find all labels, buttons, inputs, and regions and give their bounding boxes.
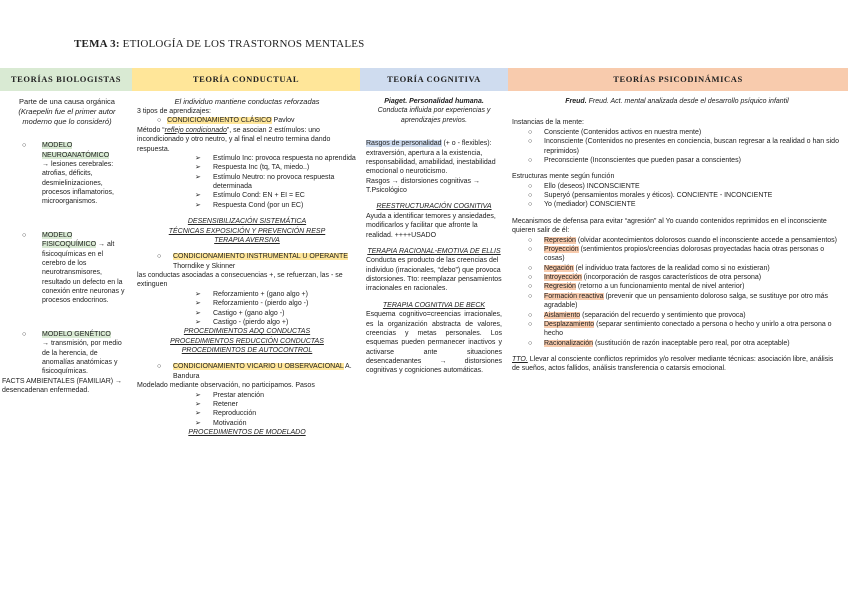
psico-instancias-list [512, 128, 842, 166]
procedure-link: PROCEDIMIENTOS DE AUTOCONTROL [181, 347, 313, 355]
psico-defensa-intro: Mecanismos de defensa para evitar “agresión” al Yo cuando contenidos reprimidos en el inconsciente quieren salir de él: [512, 217, 827, 235]
bullet-icon: ○ [22, 231, 27, 239]
bullet-icon: ○ [528, 311, 533, 319]
cond-vicario-desc: Modelado mediante observación, no participamos. Pasos [137, 382, 315, 390]
list-item: ➢ Reforzamiento + (gano algo +) [195, 290, 308, 298]
psico-estructuras-title: Estructuras mente según función [512, 173, 615, 181]
arrow-bullet-icon: ➢ [195, 419, 201, 427]
procedure-link: PROCEDIMIENTOS DE MODELADO [188, 429, 306, 437]
bio-model-neuroanatomico [6, 141, 128, 207]
list-item: ➢ Reproducción [195, 410, 257, 418]
therapy-desc: Esquema cognitivo=creencias irracionales, es la organización abstracta de valores, creencias y metas personales. Los esquemas pueden permanecer inactivos y activarse ante situaciones desencadenantes → distorsiones cognitivas y cogniciones automáticas. [366, 311, 502, 375]
cond-clasico-title: ○ CONDICIONAMIENTO CLÁSICO Pavlov [157, 117, 295, 125]
list-item: ○ Inconsciente (Contenidos no presentes en conciencia, buscan regresar a la realidad o han sido reprimidos) [528, 138, 839, 155]
list-item: ➢ Estímulo Cond: EN + EI = EC [195, 192, 305, 200]
cond-intro: El individuo mantiene conductas reforzadas [174, 97, 320, 106]
bio-model-genetico [6, 330, 128, 377]
header-teorias-psicodinamicas: TEORÍAS PSICODINÁMICAS [508, 68, 848, 91]
cond-types: 3 tipos de aprendizajes: [137, 108, 211, 116]
bullet-icon: ○ [528, 292, 533, 300]
arrow-bullet-icon: ➢ [195, 173, 201, 181]
list-item: ➢ Castigo - (pierdo algo +) [195, 318, 289, 326]
list-item: ○ Regresión (retorno a un funcionamiento mental de nivel anterior) [528, 283, 745, 291]
model-name: MODELO GENÉTICO [42, 330, 111, 338]
bullet-icon: ○ [22, 330, 27, 338]
arrow-bullet-icon: ➢ [195, 164, 201, 172]
arrow-bullet-icon: ➢ [195, 192, 201, 200]
list-item: ➢ Estímulo Neutro: no provoca respuesta determinada [195, 173, 335, 191]
column-biologistas [2, 97, 128, 395]
list-item: ○ Negación (el individuo trata factores de la realidad como si no existieran) [528, 264, 770, 272]
cond-instrumental-desc: las conductas asociadas a consecuencias +, se refuerzan, las - se extinguen [137, 272, 343, 289]
list-item: ➢ Estímulo Inc: provoca respuesta no aprendida [195, 154, 356, 162]
procedure-link: TERAPIA AVERSIVA [214, 236, 280, 244]
column-psicodinamicas [512, 97, 842, 374]
bullet-icon: ○ [528, 320, 533, 328]
bullet-icon: ○ [528, 339, 533, 347]
cogn-intro: Piaget. Personalidad humana. [384, 98, 484, 105]
arrow-bullet-icon: ➢ [195, 318, 201, 326]
psico-defensas-list [512, 236, 842, 349]
model-name: MODELO NEUROANATÓMICO [42, 142, 110, 159]
model-desc: → alt fisicoquímicas en el cerebro de los neurotransmisores, resultado un defecto en la conexión entre neuronas y procesos endocrinos. [42, 241, 125, 305]
therapy-title: TERAPIA COGNITIVA DE BECK [382, 301, 486, 309]
bullet-icon: ○ [528, 274, 533, 281]
cond-vicario-list [137, 391, 357, 429]
list-item: ○ Represión (olvidar acontecimientos dolorosos cuando el inconsciente accede a pensamientos) [528, 236, 838, 244]
procedure-link: PROCEDIMIENTOS ADQ CONDUCTAS [183, 328, 311, 336]
bullet-icon: ○ [528, 245, 533, 253]
therapy-title: TERAPIA RACIONAL-EMOTIVA DE ELLIS [367, 247, 501, 255]
bullet-icon: ○ [528, 201, 533, 209]
list-item: ➢ Respuesta Inc (tq, TA, miedo..) [195, 164, 310, 172]
cond-clasico-desc: Método “reflejo condicionado”, se asocian 2 estímulos: uno incondicionado y otro neutro, y al final el neutro termina dando respuesta. [137, 126, 331, 153]
arrow-bullet-icon: ➢ [195, 410, 201, 418]
bio-model-fisicoquimico [6, 231, 128, 306]
arrow-bullet-icon: ➢ [195, 300, 201, 308]
procedure-link: DESENSIBILIZACIÓN SISTEMÁTICA [187, 218, 307, 226]
bio-factors: FACTS AMBIENTALES (FAMILIAR) → desencadenan enfermedad. [2, 377, 123, 395]
arrow-bullet-icon: ➢ [195, 400, 201, 408]
header-teoria-cognitiva: TEORÍA COGNITIVA [360, 68, 508, 91]
bullet-icon: ○ [528, 182, 533, 190]
list-item: ○ Consciente (Contenidos activos en nuestra mente) [528, 128, 702, 136]
cond-instrumental-title: ○ CONDICIONAMIENTO INSTRUMENTAL U OPERANTE Thorndike y Skinner [157, 253, 348, 270]
bullet-icon: ○ [528, 236, 533, 244]
therapy-title: REESTRUCTURACIÓN COGNITIVA [376, 203, 492, 211]
arrow-bullet-icon: ➢ [195, 201, 201, 209]
procedure-link: PROCEDIMIENTOS REDUCCIÓN CONDUCTAS [170, 337, 324, 345]
list-item: ○ Preconsciente (Inconscientes que pueden pasar a conscientes) [528, 156, 741, 164]
column-conductual [137, 97, 357, 437]
arrow-bullet-icon: ➢ [195, 309, 201, 317]
list-item: ➢ Reforzamiento - (pierdo algo -) [195, 300, 309, 308]
header-teorias-biologistas: TEORÍAS BIOLOGISTAS [0, 68, 132, 91]
model-desc: → transmisión, por medio de la herencia, de anomalías anatómicas y fisicoquímicas. [42, 340, 122, 376]
cond-clasico-list [137, 154, 357, 210]
list-item: ➢ Retener [195, 400, 238, 408]
cond-vicario-title: ○ CONDICIONAMIENTO VICARIO U OBSERVACIONAL A. Bandura [157, 363, 352, 380]
cogn-rasgos-chain: Rasgos → distorsiones cognitivas → T.Psicológico [366, 177, 480, 194]
list-item: ➢ Prestar atención [195, 391, 264, 399]
cogn-intro-2: Conducta influida por experiencias y aprendizajes previos. [377, 107, 491, 124]
bio-intro-author: (Kraepelin fue el primer autor moderno que lo consideró) [18, 107, 116, 127]
procedure-link: TÉCNICAS EXPOSICIÓN Y PREVENCIÓN RESP [168, 227, 326, 235]
page-title: TEMA 3: ETIOLOGÍA DE LOS TRASTORNOS MENTALES [74, 38, 365, 50]
bullet-icon: ○ [22, 142, 27, 150]
psico-instancias-title: Instancias de la mente: [512, 119, 584, 127]
arrow-bullet-icon: ➢ [195, 154, 201, 162]
header-teoria-conductual: TEORÍA CONDUCTUAL [132, 68, 360, 91]
list-item: ○ Formación reactiva (prevenir que un pensamiento doloroso salga, se sustituye por otro más agradable) [528, 292, 829, 310]
list-item: ○ Proyección (sentimientos propios/creencias dolorosas proyectadas hacia otras personas o cosas) [528, 245, 825, 263]
psico-tto: TTO. Llevar al consciente conflictos reprimidos y/o resolver mediante técnicas: asociación libre, análisis de sueños, actos fallidos, análisis transferencia o catarsis emocional. [512, 356, 834, 373]
bullet-icon: ○ [528, 128, 533, 136]
bio-intro: Parte de una causa orgánica [19, 97, 115, 106]
bullet-icon: ○ [528, 283, 533, 291]
list-item: ○ Superyó (pensamientos morales y éticos). CONCIENTE - INCONCIENTE [528, 192, 773, 199]
psico-intro: Freud. Freud. Act. mental analizada desde el desarrollo psíquico infantil [565, 98, 789, 105]
list-item: ➢ Respuesta Cond (por un EC) [195, 201, 304, 209]
bullet-icon: ○ [157, 363, 162, 371]
bullet-icon: ○ [528, 264, 533, 272]
list-item: ○ Ello (deseos) INCONSCIENTE [528, 182, 640, 190]
therapy-desc: Conducta es producto de las creencias del individuo (irracionales, “debo”) que provoca distorsiones. Tto: reemplazar pensamientos irracionales en racionales. [366, 257, 502, 293]
model-desc: → lesiones cerebrales: atrofias, déficits, desmielinizaciones, procesos inflamatorios, microorganismos. [42, 160, 114, 206]
list-item: ➢ Castigo + (gano algo -) [195, 309, 285, 317]
arrow-bullet-icon: ➢ [195, 290, 201, 298]
bullet-icon: ○ [528, 156, 533, 164]
list-item: ○ Aislamiento (separación del recuerdo y sentimiento que provoca) [528, 311, 746, 319]
list-item: ○ Racionalización (sustitución de razón inaceptable pero real, por otra aceptable) [528, 339, 790, 347]
bullet-icon: ○ [157, 253, 162, 261]
model-name: MODELO FISICOQUÍMICO [42, 231, 97, 249]
psico-estructuras-list [512, 182, 842, 210]
list-item: ○ Yo (mediador) CONSCIENTE [528, 201, 636, 209]
bullet-icon: ○ [528, 138, 533, 146]
column-cognitiva [366, 97, 502, 376]
arrow-bullet-icon: ➢ [195, 391, 201, 399]
therapy-desc: Ayuda a identificar temores y ansiedades, modificarlos y facilitar que afronte la realidad. ++++USADO [366, 212, 496, 239]
cogn-rasgos: Rasgos de personalidad (+ o - flexibles): extraversión, apertura a la existencia, responsabilidad, amabilidad, inestabilidad emocional o neuroticismo. [366, 140, 496, 176]
list-item: ○ Introyección (incorporación de rasgos característicos de otra persona) [528, 274, 762, 281]
bullet-icon: ○ [528, 192, 533, 199]
list-item: ○ Desplazamiento (separar sentimiento conectado a persona o hecho y unirlo a otra persona o hecho [528, 320, 832, 338]
cond-instrumental-list [137, 290, 357, 328]
list-item: ➢ Motivación [195, 419, 247, 427]
